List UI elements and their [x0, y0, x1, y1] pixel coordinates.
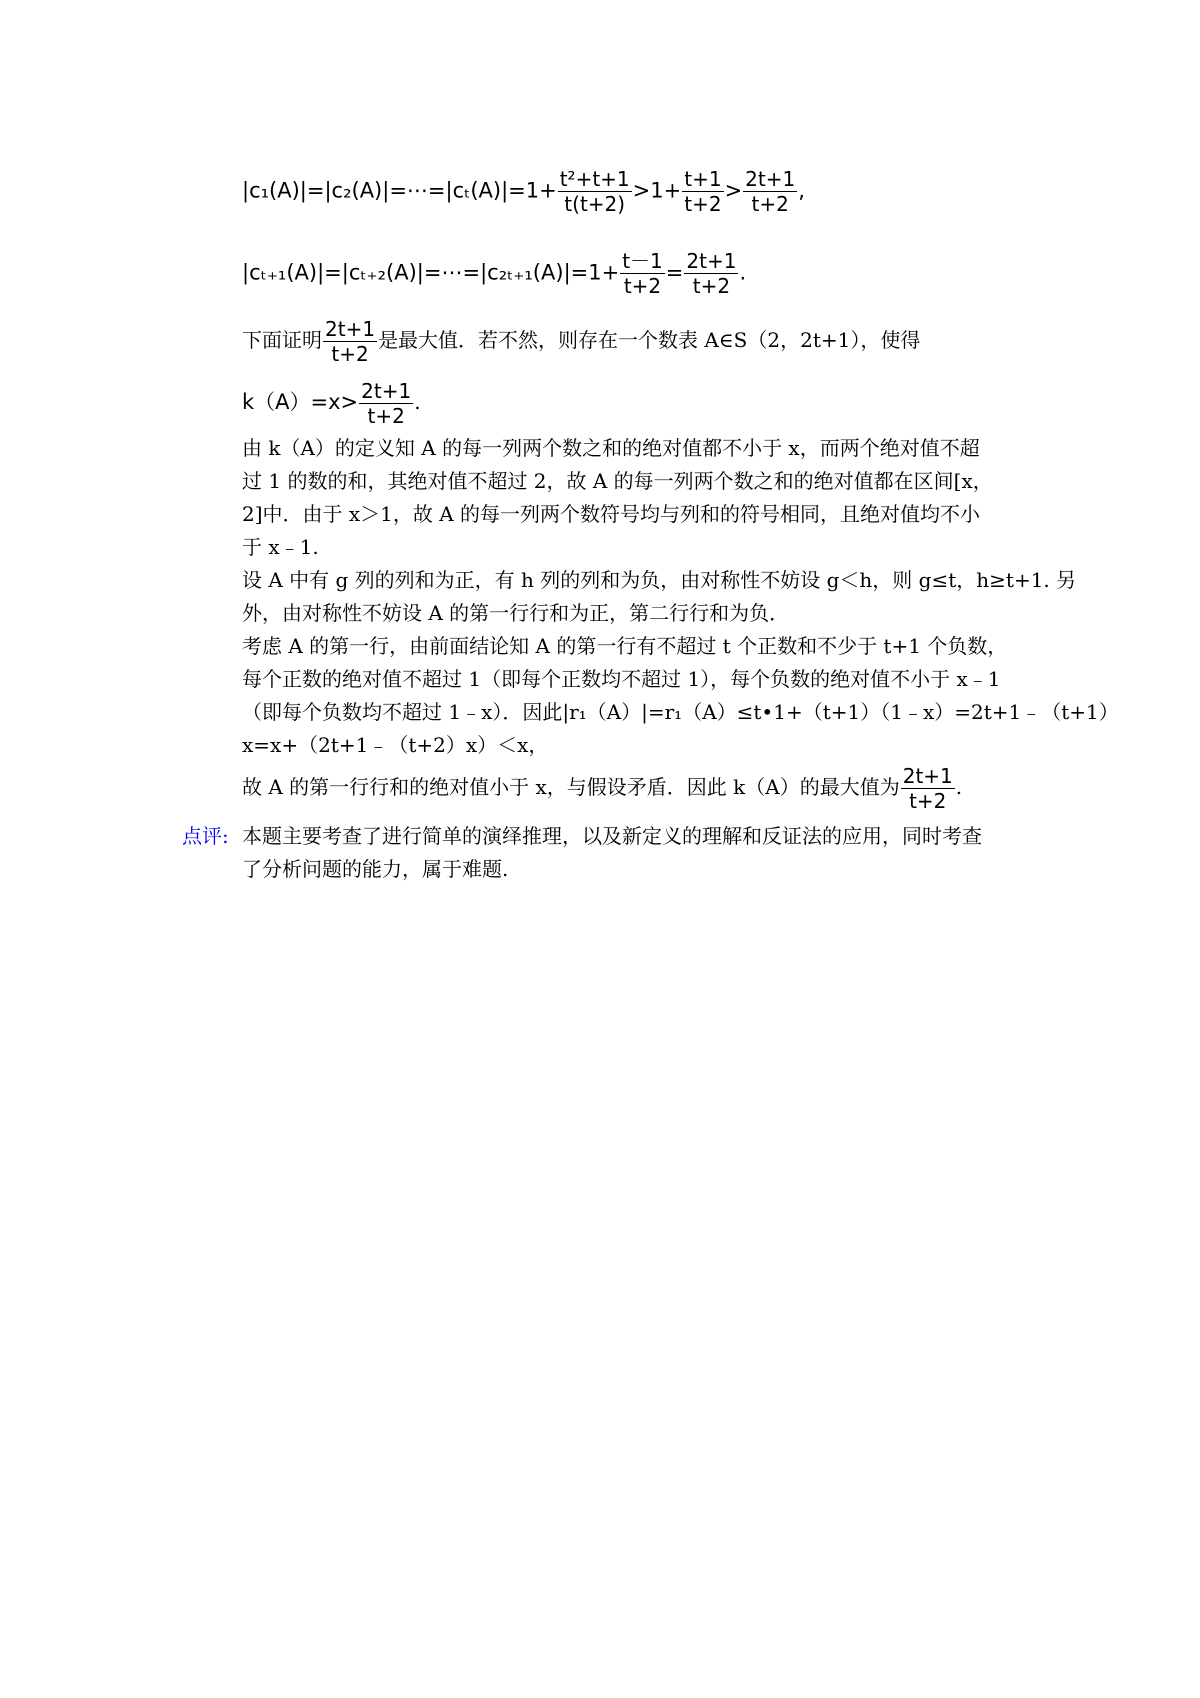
- p2-fraction: $\frac{2t+1}{t+2}$: [361, 379, 412, 428]
- eq2-text: |cₜ₊₁(A)|=|cₜ₊₂(A)|=⋯=|c₂ₜ₊₁(A)|=1+: [242, 260, 620, 285]
- proof-statement-line: 下面证明 $\frac{2t+1}{t+2}$ 是最大值．若不然，则存在一个数表 A∈S（2，2t+1），使得: [242, 317, 921, 366]
- eq2-fraction-2: $\frac{2t+1}{t+2}$: [686, 249, 737, 298]
- body-line: 每个正数的绝对值不超过 1（即每个正数均不超过 1），每个负数的绝对值不小于 x﹣1: [242, 667, 1001, 691]
- body-line: 于 x﹣1.: [242, 535, 319, 559]
- body-line: 2]中．由于 x＞1，故 A 的每一列两个数符号均与列和的符号相同，且绝对值均不小: [242, 502, 981, 526]
- body-line: 考虑 A 的第一行，由前面结论知 A 的第一行有不超过 t 个正数和不少于 t+1 个负数，: [242, 634, 1008, 658]
- comment-label: 点评:: [182, 824, 229, 848]
- assumption-line: k（A）=x> $\frac{2t+1}{t+2}$ .: [242, 379, 421, 428]
- body-line: 设 A 中有 g 列的列和为正，有 h 列的列和为负，由对称性不妨设 g＜h，则 g≤t，h≥t+1. 另: [242, 568, 1077, 592]
- comment-line-1: 本题主要考查了进行简单的演绎推理，以及新定义的理解和反证法的应用，同时考查: [242, 824, 982, 848]
- p1-fraction: $\frac{2t+1}{t+2}$: [325, 317, 376, 366]
- eq1-fraction-1: $\frac{\text{t²+t+1}}{t(t+2)}$: [559, 167, 630, 216]
- body-line: 由 k（A）的定义知 A 的每一列两个数之和的绝对值都不小于 x，而两个绝对值不超: [242, 436, 980, 460]
- conclusion-line: 故 A 的第一行行和的绝对值小于 x，与假设矛盾．因此 k（A）的最大值为 $\frac{2t+1}{t+2}$ .: [242, 764, 963, 813]
- conclusion-fraction: $\frac{2t+1}{t+2}$: [902, 764, 953, 813]
- equation-line-1: |c₁(A)|=|c₂(A)|=⋯=|cₜ(A)|=1+ $\frac{\text{t²+t+1}}{t(t+2)}$ >1+ $\frac{t+1}{t+2}$ > $\frac{2t+1}{t+2}$ ,: [242, 167, 805, 216]
- body-line: 外，由对称性不妨设 A 的第一行行和为正，第二行行和为负．: [242, 601, 790, 625]
- body-line: x=x+（2t+1﹣（t+2）x）＜x，: [242, 733, 549, 757]
- eq1-fraction-3: $\frac{2t+1}{t+2}$: [745, 167, 796, 216]
- eq2-fraction-1: $\frac{t-1}{t+2}$: [622, 249, 663, 298]
- body-line: （即每个负数均不超过 1﹣x）．因此|r₁（A）|=r₁（A）≤t•1+（t+1）（1﹣x）=2t+1﹣（t+1）: [242, 700, 1119, 724]
- equation-line-2: |cₜ₊₁(A)|=|cₜ₊₂(A)|=⋯=|c₂ₜ₊₁(A)|=1+ $\frac{t-1}{t+2}$ = $\frac{2t+1}{t+2}$ .: [242, 249, 747, 298]
- comment-line-2: 了分析问题的能力，属于难题.: [242, 857, 509, 881]
- eq1-text: |c₁(A)|=|c₂(A)|=⋯=|cₜ(A)|=1+: [242, 178, 557, 203]
- eq1-fraction-2: $\frac{t+1}{t+2}$: [684, 167, 722, 216]
- body-line: 过 1 的数的和，其绝对值不超过 2，故 A 的每一列两个数之和的绝对值都在区间[x，: [242, 469, 993, 493]
